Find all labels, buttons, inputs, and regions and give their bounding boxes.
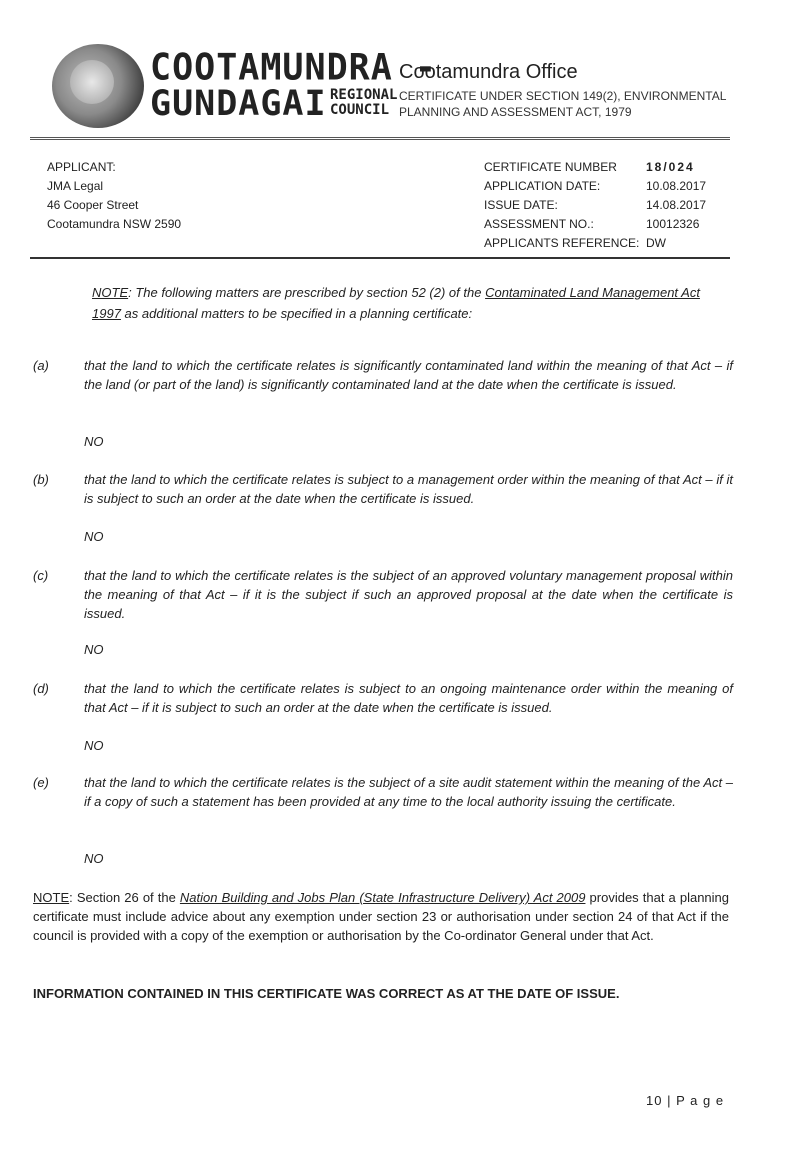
meta-value: DW	[646, 236, 666, 250]
section-divider	[30, 257, 730, 259]
note-text-1: : Section 26 of the	[69, 890, 180, 905]
note-nation-building	[33, 888, 729, 945]
list-item-b	[33, 470, 733, 508]
meta-row-application-date	[484, 177, 726, 196]
note-prescribed-matters	[92, 282, 732, 324]
note-text-1: : The following matters are prescribed by section 52 (2) of the	[128, 285, 486, 300]
act-reference: Nation Building and Jobs Plan (State Infrastructure Delivery) Act 2009	[179, 890, 586, 905]
item-answer-c: NO	[84, 642, 104, 657]
meta-value: 18/024	[646, 160, 695, 174]
applicant-city: Cootamundra NSW 2590	[47, 217, 182, 231]
note-text-2: as additional matters to be specified in a planning certificate:	[120, 306, 473, 321]
meta-label: CERTIFICATE NUMBER	[484, 160, 617, 174]
item-answer-e: NO	[84, 851, 104, 866]
item-text: that the land to which the certificate relates is subject to a management order within the meaning of that Act – if it is subject to such an order at the date when the certificate is issued.	[84, 472, 733, 506]
info-statement: INFORMATION CONTAINED IN THIS CERTIFICATE WAS CORRECT AS AT THE DATE OF ISSUE.	[33, 986, 620, 1001]
list-item-d	[33, 679, 733, 717]
list-item-c	[33, 566, 733, 623]
item-text: that the land to which the certificate relates is the subject of a site audit statement within the meaning of the Act – if a copy of such a statement has been provided at any time to the local authority issuing the certificate.	[84, 775, 733, 809]
office-title: Cootamundra Office	[399, 61, 578, 83]
header-divider-2	[30, 139, 730, 140]
applicant-street: 46 Cooper Street	[47, 198, 139, 212]
item-text: that the land to which the certificate relates is significantly contaminated land within the meaning of that Act – if the land (or part of the land) is significantly contaminated land at the date when the certificate is issued.	[84, 358, 733, 392]
meta-value: 14.08.2017	[646, 198, 707, 212]
logo-line-2: GUNDAGAI	[150, 84, 327, 124]
item-letter: (e)	[33, 775, 49, 790]
item-letter: (c)	[33, 568, 49, 583]
item-text: that the land to which the certificate relates is the subject of an approved voluntary management proposal within the meaning of that Act – if it is the subject if such an approved proposal at the date when the certificate is issued.	[84, 568, 733, 621]
act-reference: Contaminated Land Management Act 1997	[92, 285, 700, 321]
meta-row-certificate-number	[484, 158, 726, 177]
list-item-e	[33, 773, 733, 811]
meta-label: ASSESSMENT NO.:	[484, 217, 594, 231]
logo-council-text: COUNCIL	[330, 102, 390, 118]
council-emblem-icon	[52, 44, 144, 128]
item-letter: (a)	[33, 358, 49, 373]
header-divider	[30, 137, 730, 138]
meta-value: 10.08.2017	[646, 179, 707, 193]
note-text-2: provides that a planning certificate must include advice about any exemption under section 23 or authorisation under section 24 of that Act if the council is provided with a copy of the exemption or authorisation by the Co-ordinator General under that Act.	[33, 890, 730, 943]
logo-regional-text: REGIONAL	[330, 87, 398, 103]
item-answer-b: NO	[84, 529, 104, 544]
certificate-meta	[484, 158, 726, 253]
logo-regional-council	[330, 88, 397, 118]
certificate-subtitle-line-2: PLANNING AND ASSESSMENT ACT, 1979	[399, 105, 632, 119]
page-footer	[646, 1093, 724, 1108]
meta-value: 10012326	[646, 217, 700, 231]
certificate-subtitle	[399, 88, 739, 120]
item-letter: (b)	[33, 472, 49, 487]
meta-label: APPLICATION DATE:	[484, 179, 601, 193]
council-logo	[52, 40, 437, 130]
note-label: NOTE	[33, 890, 70, 905]
meta-row-issue-date	[484, 196, 726, 215]
applicant-name: JMA Legal	[47, 179, 104, 193]
certificate-subtitle-line-1: CERTIFICATE UNDER SECTION 149(2), ENVIRONMENTAL	[399, 89, 727, 103]
meta-row-applicants-reference	[484, 234, 726, 253]
note-label: NOTE	[92, 285, 129, 300]
logo-line-1: COOTAMUNDRA -	[150, 47, 437, 89]
meta-label: ISSUE DATE:	[484, 198, 558, 212]
applicant-block	[47, 158, 181, 234]
list-item-a	[33, 356, 733, 394]
page-label: | P a g e	[667, 1093, 725, 1108]
page-number: 10	[646, 1093, 663, 1108]
applicant-label: APPLICANT:	[47, 160, 116, 174]
meta-label: APPLICANTS REFERENCE:	[484, 236, 640, 250]
meta-row-assessment-no	[484, 215, 726, 234]
item-letter: (d)	[33, 681, 49, 696]
item-text: that the land to which the certificate relates is subject to an ongoing maintenance order within the meaning of that Act – if it is subject to such an order at the date when the certificate is issued.	[84, 681, 733, 715]
item-answer-a: NO	[84, 434, 104, 449]
item-answer-d: NO	[84, 738, 104, 753]
